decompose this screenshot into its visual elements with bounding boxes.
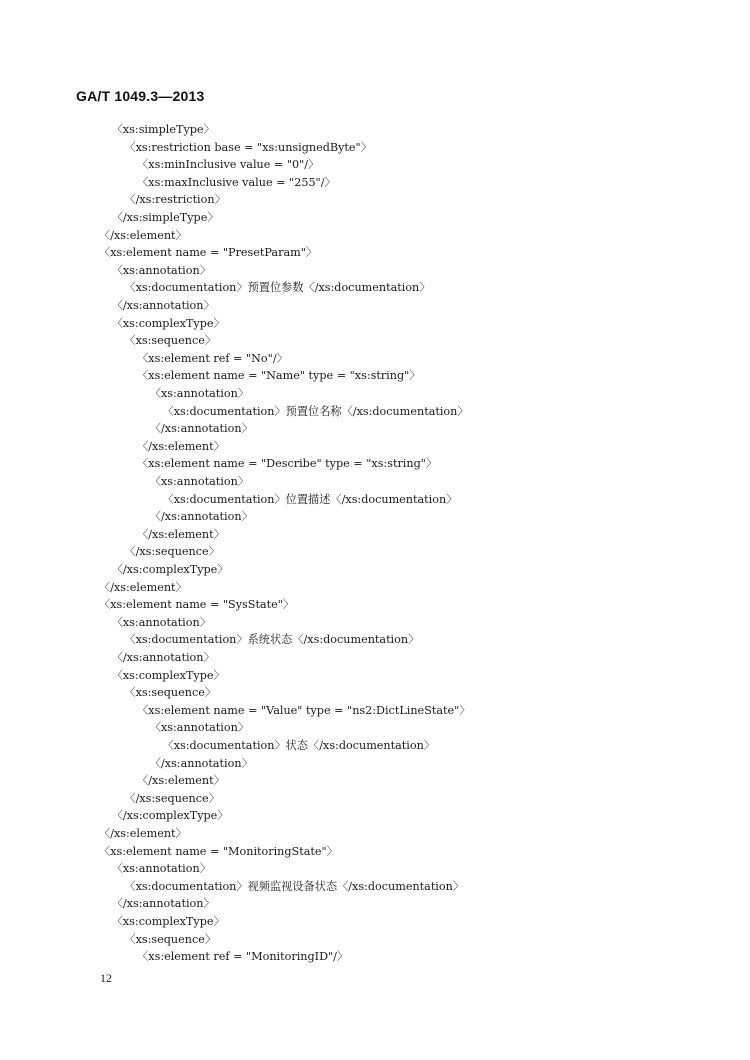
code-line: 〈/xs:annotation〉 (111, 299, 215, 312)
code-line: 〈xs:annotation〉 (111, 862, 211, 876)
code-line: 〈xs:documentation〉位置描述〈/xs:documentation〉 (162, 492, 458, 506)
standard-number-header: GA/T 1049.3—2013 (76, 88, 205, 104)
code-line: 〈/xs:annotation〉 (111, 651, 215, 664)
code-line: 〈xs:minInclusive value = "0"/〉 (137, 158, 320, 172)
code-line: 〈xs:element name = "Name" type = "xs:string"〉 (137, 369, 421, 383)
code-line: 〈xs:element name = "SysState"〉 (99, 598, 295, 612)
code-line: 〈/xs:annotation〉 (149, 422, 253, 436)
code-line: 〈xs:sequence〉 (124, 334, 217, 348)
code-line: 〈/xs:element〉 (99, 827, 187, 840)
code-line: 〈xs:sequence〉 (124, 932, 217, 946)
code-line: 〈xs:complexType〉 (111, 668, 225, 682)
code-line: 〈xs:documentation〉预置位参数〈/xs:documentation〉 (124, 281, 431, 295)
code-line: 〈xs:element name = "MonitoringState"〉 (99, 844, 338, 858)
code-line: 〈xs:annotation〉 (149, 475, 249, 488)
code-line: 〈xs:sequence〉 (124, 686, 217, 700)
code-line: 〈/xs:element〉 (99, 228, 187, 242)
code-line: 〈/xs:element〉 (99, 580, 187, 594)
code-line: 〈xs:complexType〉 (111, 915, 225, 928)
code-line: 〈xs:element name = "Describe" type = "xs:string"〉 (137, 457, 438, 471)
code-line: 〈xs:annotation〉 (149, 721, 249, 735)
code-line: 〈xs:element ref = "MonitoringID"/〉 (137, 950, 349, 964)
code-line: 〈/xs:complexType〉 (111, 809, 229, 823)
code-line: 〈/xs:annotation〉 (149, 510, 253, 524)
code-line: 〈xs:element ref = "No"/〉 (137, 351, 288, 365)
code-line: 〈xs:documentation〉状态〈/xs:documentation〉 (162, 739, 435, 752)
code-line: 〈xs:maxInclusive value = "255"/〉 (137, 175, 336, 189)
code-line: 〈xs:documentation〉预置位名称〈/xs:documentation〉 (162, 404, 469, 418)
code-line: 〈xs:annotation〉 (111, 263, 211, 277)
code-line: 〈/xs:element〉 (137, 527, 225, 541)
code-line: 〈/xs:element〉 (137, 774, 225, 788)
code-line: 〈xs:simpleType〉 (111, 123, 215, 136)
code-line: 〈/xs:annotation〉 (149, 756, 253, 770)
code-line: 〈xs:element name = "Value" type = "ns2:DictLineState"〉 (137, 703, 471, 717)
code-line: 〈/xs:sequence〉 (124, 545, 220, 559)
code-line: 〈/xs:restriction〉 (124, 193, 226, 207)
code-line: 〈/xs:complexType〉 (111, 563, 229, 576)
page-number: 12 (100, 971, 112, 985)
code-line: 〈xs:restriction base = "xs:unsignedByte"〉 (124, 140, 372, 154)
code-line: 〈/xs:element〉 (137, 439, 225, 453)
code-line: 〈/xs:simpleType〉 (111, 211, 219, 224)
code-line: 〈xs:annotation〉 (111, 615, 211, 629)
code-line: 〈xs:complexType〉 (111, 316, 225, 330)
code-line: 〈xs:annotation〉 (149, 387, 249, 400)
code-line: 〈xs:documentation〉视频监视设备状态〈/xs:documentation〉 (124, 879, 465, 893)
code-line: 〈xs:element name = "PresetParam"〉 (99, 246, 318, 260)
code-line: 〈/xs:annotation〉 (111, 897, 215, 911)
code-line: 〈xs:documentation〉系统状态〈/xs:documentation〉 (124, 633, 420, 647)
code-line: 〈/xs:sequence〉 (124, 791, 220, 805)
